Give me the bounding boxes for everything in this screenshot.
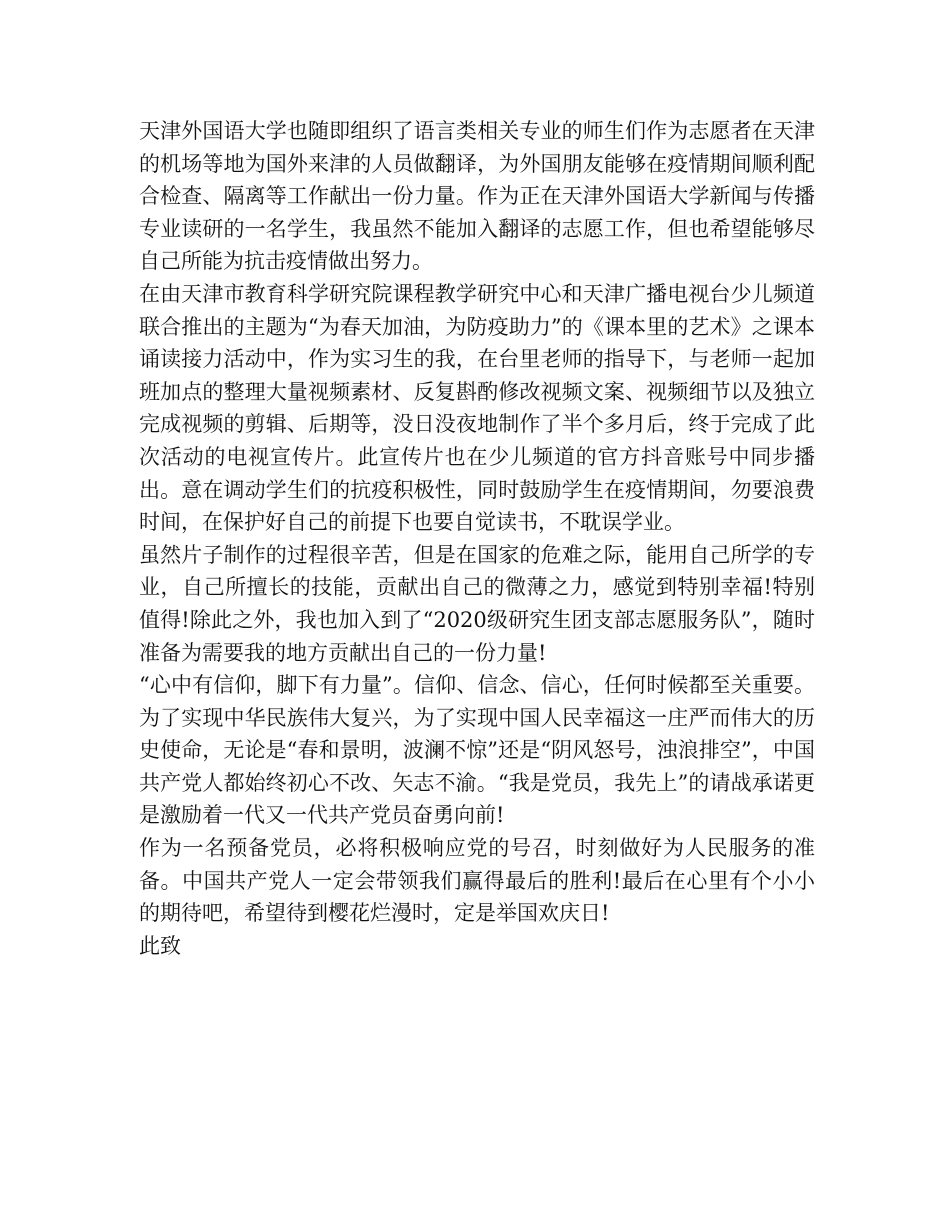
document-body [139, 115, 815, 962]
paragraph-volunteer-translation: 天津外国语大学也随即组织了语言类相关专业的师生们作为志愿者在天津的机场等地为国外来津的人员做翻译，为外国朋友能够在疫情期间顺利配合检查、隔离等工作献出一份力量。作为正在天津外国语大学新闻与传播专业读研的一名学生，我虽然不能加入翻译的志愿工作，但也希望能够尽自己所能为抗击疫情做出努力。 [139, 119, 815, 274]
paragraph-faith: “心中有信仰，脚下有力量”。信仰、信念、信心，任何时候都至关重要。为了实现中华民族伟大复兴，为了实现中国人民幸福这一庄严而伟大的历史使命，无论是“春和景明，波澜不惊”还是“阴风怒号，浊浪排空”，中国共产党人都始终初心不改、矢志不渝。“我是党员，我先上”的请战承诺更是激励着一代又一代共产党员奋勇向前! [139, 673, 815, 828]
paragraph-video-production: 在由天津市教育科学研究院课程教学研究中心和天津广播电视台少儿频道联合推出的主题为“为春天加油，为防疫助力”的《课本里的艺术》之课本诵读接力活动中，作为实习生的我，在台里老师的指导下，与老师一起加班加点的整理大量视频素材、反复斟酌修改视频文案、视频细节以及独立完成视频的剪辑、后期等，没日没夜地制作了半个多月后，终于完成了此次活动的电视宣传片。此宣传片也在少儿频道的官方抖音账号中同步播出。意在调动学生们的抗疫积极性，同时鼓励学生在疫情期间，勿要浪费时间，在保护好自己的前提下也要自觉读书，不耽误学业。 [139, 281, 815, 535]
paragraph-contribution: 虽然片子制作的过程很辛苦，但是在国家的危难之际，能用自己所学的专业，自己所擅长的技能，贡献出自己的微薄之力，感觉到特别幸福!特别值得!除此之外，我也加入到了“2020级研究生团支部志愿服务队”，随时准备为需要我的地方贡献出自己的一份力量! [139, 542, 815, 665]
paragraph-closing: 此致 [139, 933, 181, 958]
paragraph-party-member: 作为一名预备党员，必将积极响应党的号召，时刻做好为人民服务的准备。中国共产党人一定会带领我们赢得最后的胜利!最后在心里有个小小的期待吧，希望待到樱花烂漫时，定是举国欢庆日! [139, 836, 815, 926]
